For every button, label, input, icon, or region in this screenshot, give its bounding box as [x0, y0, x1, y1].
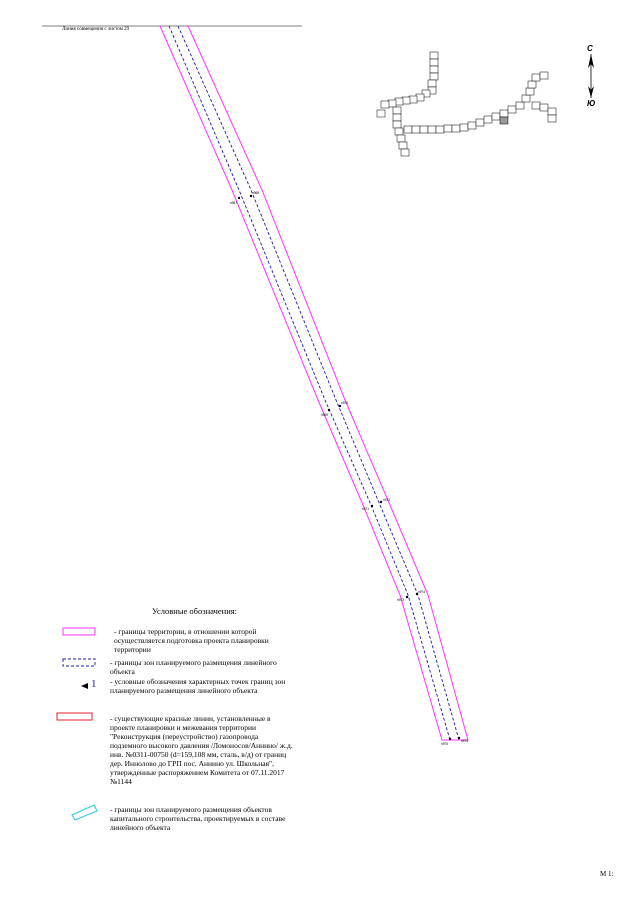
legend-item-text: - границы территории, в отношении которой осуществляется подготовка проекта планировки территории — [114, 627, 269, 654]
point-label: н976 — [461, 739, 469, 743]
key-map — [377, 52, 556, 156]
point-label: н967 — [230, 201, 238, 205]
magenta-boundary-symbol — [62, 627, 96, 637]
legend-title: Условные обозначения: — [152, 606, 238, 616]
point-label: н969 — [321, 413, 329, 417]
scale-label: М 1: — [600, 870, 614, 878]
point-marker — [458, 737, 460, 739]
north-label: С — [587, 44, 593, 53]
point-label: н974 — [418, 590, 426, 594]
point-label: н971 — [362, 507, 370, 511]
south-label: Ю — [587, 99, 596, 108]
point-label: н968 — [252, 191, 260, 195]
legend-item-text: - существующие красные линии, установленные в проекте планировки и межевания территории "Реконструкция (переустройство) газопровода подземного высокого давления /Ломоносов/Аннино/ ж.д. инв. №0311-00750 (d=159,108 мм, сталь, в/д) от границ дер. Иннолово до ГРП пос. Аннино ул. Школьная", утвержденные распоряжением Комитета от 07.11.2017 №1144 — [110, 714, 293, 786]
planned-zone-symbol — [62, 658, 96, 668]
point-label: н975 — [441, 742, 449, 746]
point-label: н970 — [341, 401, 349, 405]
point-marker-icon — [80, 680, 90, 692]
north-arrow-icon — [588, 54, 594, 98]
point-marker — [449, 738, 451, 740]
legend-item-text: - условные обозначения характерных точек границ зон планируемого размещения линейного объекта — [110, 677, 286, 695]
point-marker — [406, 596, 408, 598]
point-marker — [250, 195, 252, 197]
red-line-symbol — [56, 712, 94, 722]
point-marker — [380, 501, 382, 503]
point-marker — [339, 405, 341, 407]
point-marker-number: 1 — [91, 678, 97, 690]
legend-item-text: - границы зон планируемого размещения линейного объекта — [110, 658, 277, 676]
match-line-note: Линия совмещения с листом 29 — [62, 27, 130, 32]
capital-construction-symbol — [70, 803, 100, 821]
point-marker — [238, 197, 240, 199]
point-marker — [371, 505, 373, 507]
point-label: н972 — [383, 498, 391, 502]
legend-item-text: - границы зон планируемого размещения объектов капитального строительства, проектируемых в составе линейного объекта — [110, 805, 286, 832]
point-label: н973 — [397, 598, 405, 602]
point-marker — [328, 409, 330, 411]
